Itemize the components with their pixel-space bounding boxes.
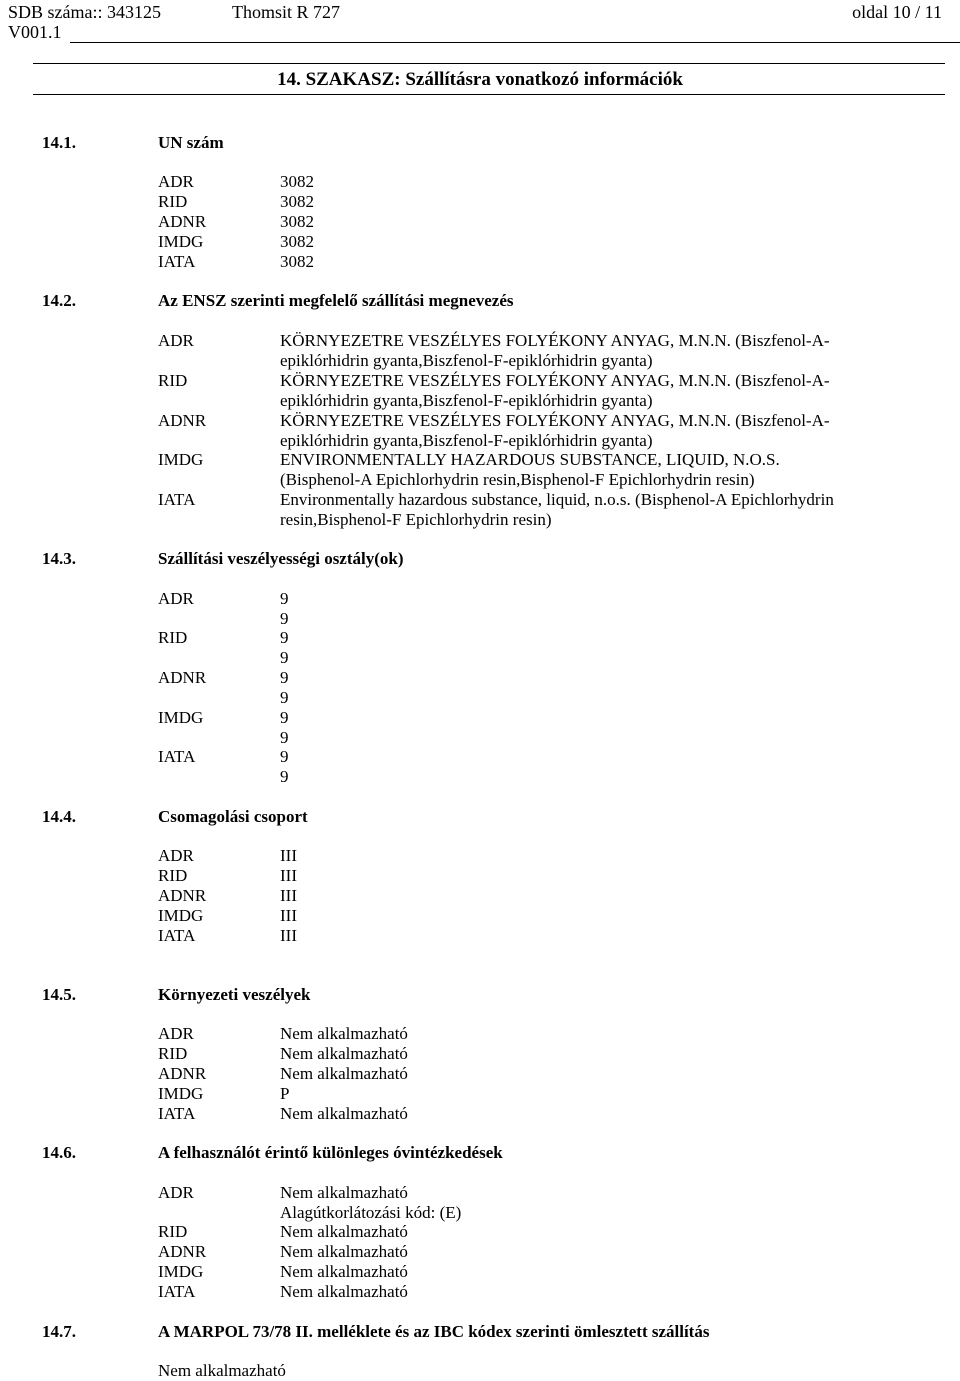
transport-mode-label: ADNR — [158, 886, 207, 905]
section-bottom-rule — [33, 94, 945, 95]
shipping-name-line: KÖRNYEZETRE VESZÉLYES FOLYÉKONY ANYAG, M.N.N. (Biszfenol-A- — [280, 331, 830, 350]
transport-mode-label: IMDG — [158, 1262, 204, 1281]
transport-mode-label: RID — [158, 192, 188, 211]
hazard-class-value: 9 — [280, 609, 289, 628]
transport-mode-label: RID — [158, 1222, 188, 1241]
hazard-class-value: 9 — [280, 767, 289, 786]
shipping-name-line: KÖRNYEZETRE VESZÉLYES FOLYÉKONY ANYAG, M.N.N. (Biszfenol-A- — [280, 371, 830, 390]
header-page-number: oldal 10 / 11 — [852, 2, 942, 22]
tunnel-code-text: Alagútkorlátozási kód: (E) — [280, 1203, 462, 1222]
special-precaution-value: Nem alkalmazható — [280, 1242, 408, 1261]
transport-mode-label: RID — [158, 866, 188, 885]
special-precaution-value: Nem alkalmazható — [280, 1222, 408, 1241]
shipping-name-line: (Bisphenol-A Epichlorhydrin resin,Bisphenol-F Epichlorhydrin resin) — [280, 470, 755, 489]
transport-mode-label: IATA — [158, 1282, 196, 1301]
hazard-class-value: 9 — [280, 668, 289, 687]
subsection-number: 14.1. — [42, 133, 76, 152]
subsection-number: 14.6. — [42, 1143, 76, 1162]
transport-mode-label: IMDG — [158, 1084, 204, 1103]
shipping-name-line: epiklórhidrin gyanta,Biszfenol-F-epiklórhidrin gyanta) — [280, 431, 653, 450]
special-precaution-value: Nem alkalmazható — [280, 1183, 408, 1202]
section-title: 14. SZAKASZ: Szállításra vonatkozó információk — [277, 69, 683, 90]
transport-mode-label: IMDG — [158, 906, 204, 925]
subsection-number: 14.3. — [42, 549, 76, 568]
environmental-hazard-value: Nem alkalmazható — [280, 1104, 408, 1123]
transport-mode-label: ADR — [158, 846, 194, 865]
transport-mode-label: IATA — [158, 747, 196, 766]
transport-mode-label: ADR — [158, 589, 194, 608]
subsection-title: Szállítási veszélyességi osztály(ok) — [158, 549, 404, 568]
marpol-value: Nem alkalmazható — [158, 1361, 286, 1380]
transport-mode-label: RID — [158, 371, 188, 390]
transport-mode-label: ADNR — [158, 668, 207, 687]
special-precaution-value: Nem alkalmazható — [280, 1262, 408, 1281]
subsection-number: 14.2. — [42, 291, 76, 310]
hazard-class-value: 9 — [280, 589, 289, 608]
un-number-value: 3082 — [280, 232, 314, 251]
transport-mode-label: ADNR — [158, 411, 207, 430]
un-number-value: 3082 — [280, 252, 314, 271]
transport-mode-label: ADR — [158, 1024, 194, 1043]
header-doc-number: SDB száma:: 343125 — [8, 2, 161, 22]
shipping-name-line: Environmentally hazardous substance, liquid, n.o.s. (Bisphenol-A Epichlorhydrin — [280, 490, 834, 509]
shipping-name-line: KÖRNYEZETRE VESZÉLYES FOLYÉKONY ANYAG, M.N.N. (Biszfenol-A- — [280, 411, 830, 430]
special-precaution-value: Nem alkalmazható — [280, 1282, 408, 1301]
transport-mode-label: ADR — [158, 172, 194, 191]
environmental-hazard-value: Nem alkalmazható — [280, 1024, 408, 1043]
transport-mode-label: RID — [158, 1044, 188, 1063]
un-number-value: 3082 — [280, 172, 314, 191]
transport-mode-label: IMDG — [158, 232, 204, 251]
section-top-rule — [33, 63, 945, 64]
subsection-title: Az ENSZ szerinti megfelelő szállítási megnevezés — [158, 291, 514, 310]
subsection-title: Csomagolási csoport — [158, 807, 308, 826]
transport-mode-label: IATA — [158, 490, 196, 509]
packing-group-value: III — [280, 866, 297, 885]
transport-mode-label: ADNR — [158, 1242, 207, 1261]
shipping-name-line: resin,Bisphenol-F Epichlorhydrin resin) — [280, 510, 552, 529]
subsection-title: UN szám — [158, 133, 224, 152]
un-number-value: 3082 — [280, 212, 314, 231]
subsection-title: Környezeti veszélyek — [158, 985, 311, 1004]
shipping-name-line: ENVIRONMENTALLY HAZARDOUS SUBSTANCE, LIQUID, N.O.S. — [280, 450, 780, 469]
transport-mode-label: ADNR — [158, 212, 207, 231]
environmental-hazard-value: Nem alkalmazható — [280, 1064, 408, 1083]
hazard-class-value: 9 — [280, 648, 289, 667]
un-number-value: 3082 — [280, 192, 314, 211]
transport-mode-label: ADR — [158, 1183, 194, 1202]
hazard-class-value: 9 — [280, 708, 289, 727]
hazard-class-value: 9 — [280, 728, 289, 747]
hazard-class-value: 9 — [280, 688, 289, 707]
subsection-number: 14.7. — [42, 1322, 76, 1341]
packing-group-value: III — [280, 926, 297, 945]
packing-group-value: III — [280, 886, 297, 905]
transport-mode-label: ADNR — [158, 1064, 207, 1083]
transport-mode-label: IATA — [158, 1104, 196, 1123]
header-product-name: Thomsit R 727 — [232, 2, 341, 22]
transport-mode-label: IATA — [158, 252, 196, 271]
subsection-title: A felhasználót érintő különleges óvintézkedések — [158, 1143, 503, 1162]
packing-group-value: III — [280, 906, 297, 925]
transport-mode-label: RID — [158, 628, 188, 647]
header-divider — [70, 42, 960, 43]
packing-group-value: III — [280, 846, 297, 865]
transport-mode-label: IATA — [158, 926, 196, 945]
subsection-title: A MARPOL 73/78 II. melléklete és az IBC kódex szerinti ömlesztett szállítás — [158, 1322, 710, 1341]
subsection-number: 14.5. — [42, 985, 76, 1004]
shipping-name-line: epiklórhidrin gyanta,Biszfenol-F-epiklórhidrin gyanta) — [280, 391, 653, 410]
environmental-hazard-value: Nem alkalmazható — [280, 1044, 408, 1063]
header-version: V001.1 — [8, 22, 62, 42]
transport-mode-label: ADR — [158, 331, 194, 350]
environmental-hazard-value: P — [280, 1084, 290, 1103]
hazard-class-value: 9 — [280, 747, 289, 766]
hazard-class-value: 9 — [280, 628, 289, 647]
transport-mode-label: IMDG — [158, 450, 204, 469]
subsection-number: 14.4. — [42, 807, 76, 826]
shipping-name-line: epiklórhidrin gyanta,Biszfenol-F-epiklórhidrin gyanta) — [280, 351, 653, 370]
transport-mode-label: IMDG — [158, 708, 204, 727]
